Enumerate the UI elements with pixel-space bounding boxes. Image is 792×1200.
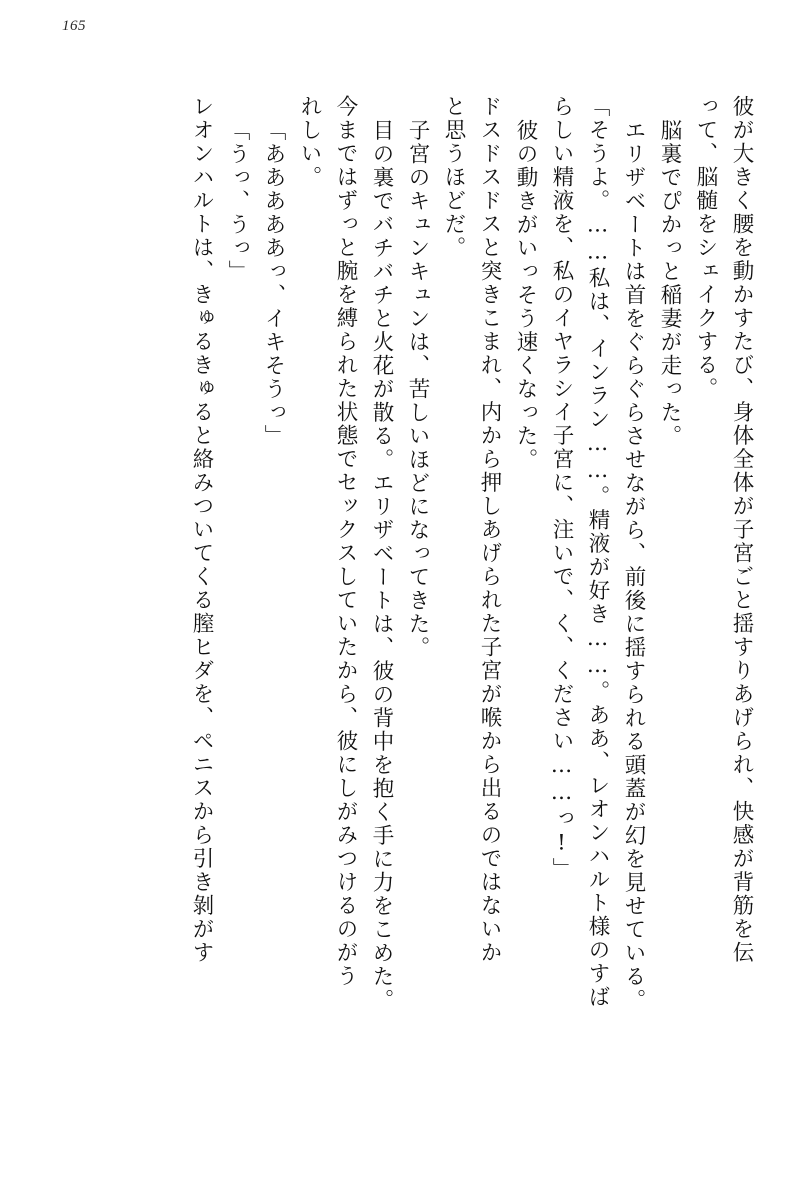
text-line: れしい。	[297, 95, 322, 189]
text-line: 脳裏でぴかっと稲妻が走った。	[657, 119, 682, 448]
text-line: 彼の動きがいっそう速くなった。	[513, 119, 538, 472]
text-line: と思うほどだ。	[441, 95, 466, 260]
text-line: 「うっ、うっ」	[225, 119, 250, 284]
vertical-text-body	[40, 95, 752, 1160]
page-number: 165	[62, 18, 86, 34]
text-line: ドスドスドスと突きこまれ、内から押しあげられた子宮が喉から出るのではないか	[477, 95, 502, 965]
text-line: らしい精液を、私のイヤラシイ子宮に、注いで、く、ください……っ!」	[549, 95, 574, 881]
text-line: 今まではずっと腕を縛られた状態でセックスしていたから、彼にしがみつけるのがう	[333, 95, 358, 988]
text-line: 目の裏でバチバチと火花が散る。エリザベートは、彼の背中を抱く手に力をこめた。	[369, 119, 394, 1012]
text-line: 「あああああっ、イキそうっ」	[261, 119, 286, 448]
text-line: 彼が大きく腰を動かすたび、身体全体が子宮ごと揺すりあげられ、快感が背筋を伝	[729, 95, 754, 965]
text-line: エリザベートは首をぐらぐらさせながら、前後に揺すられる頭蓋が幻を見せている。	[621, 119, 646, 1012]
text-line: って、脳髄をシェイクする。	[693, 95, 718, 401]
text-line: 「そうよ。……私は、インラン……。精液が好き……。ああ、レオンハルト様のすば	[585, 95, 610, 1009]
text-line: 子宮のキュンキュンは、苦しいほどになってきた。	[405, 119, 430, 660]
text-line: レオンハルトは、きゅるきゅると絡みついてくる膣ヒダを、ペニスから引き剝がす	[189, 95, 214, 965]
